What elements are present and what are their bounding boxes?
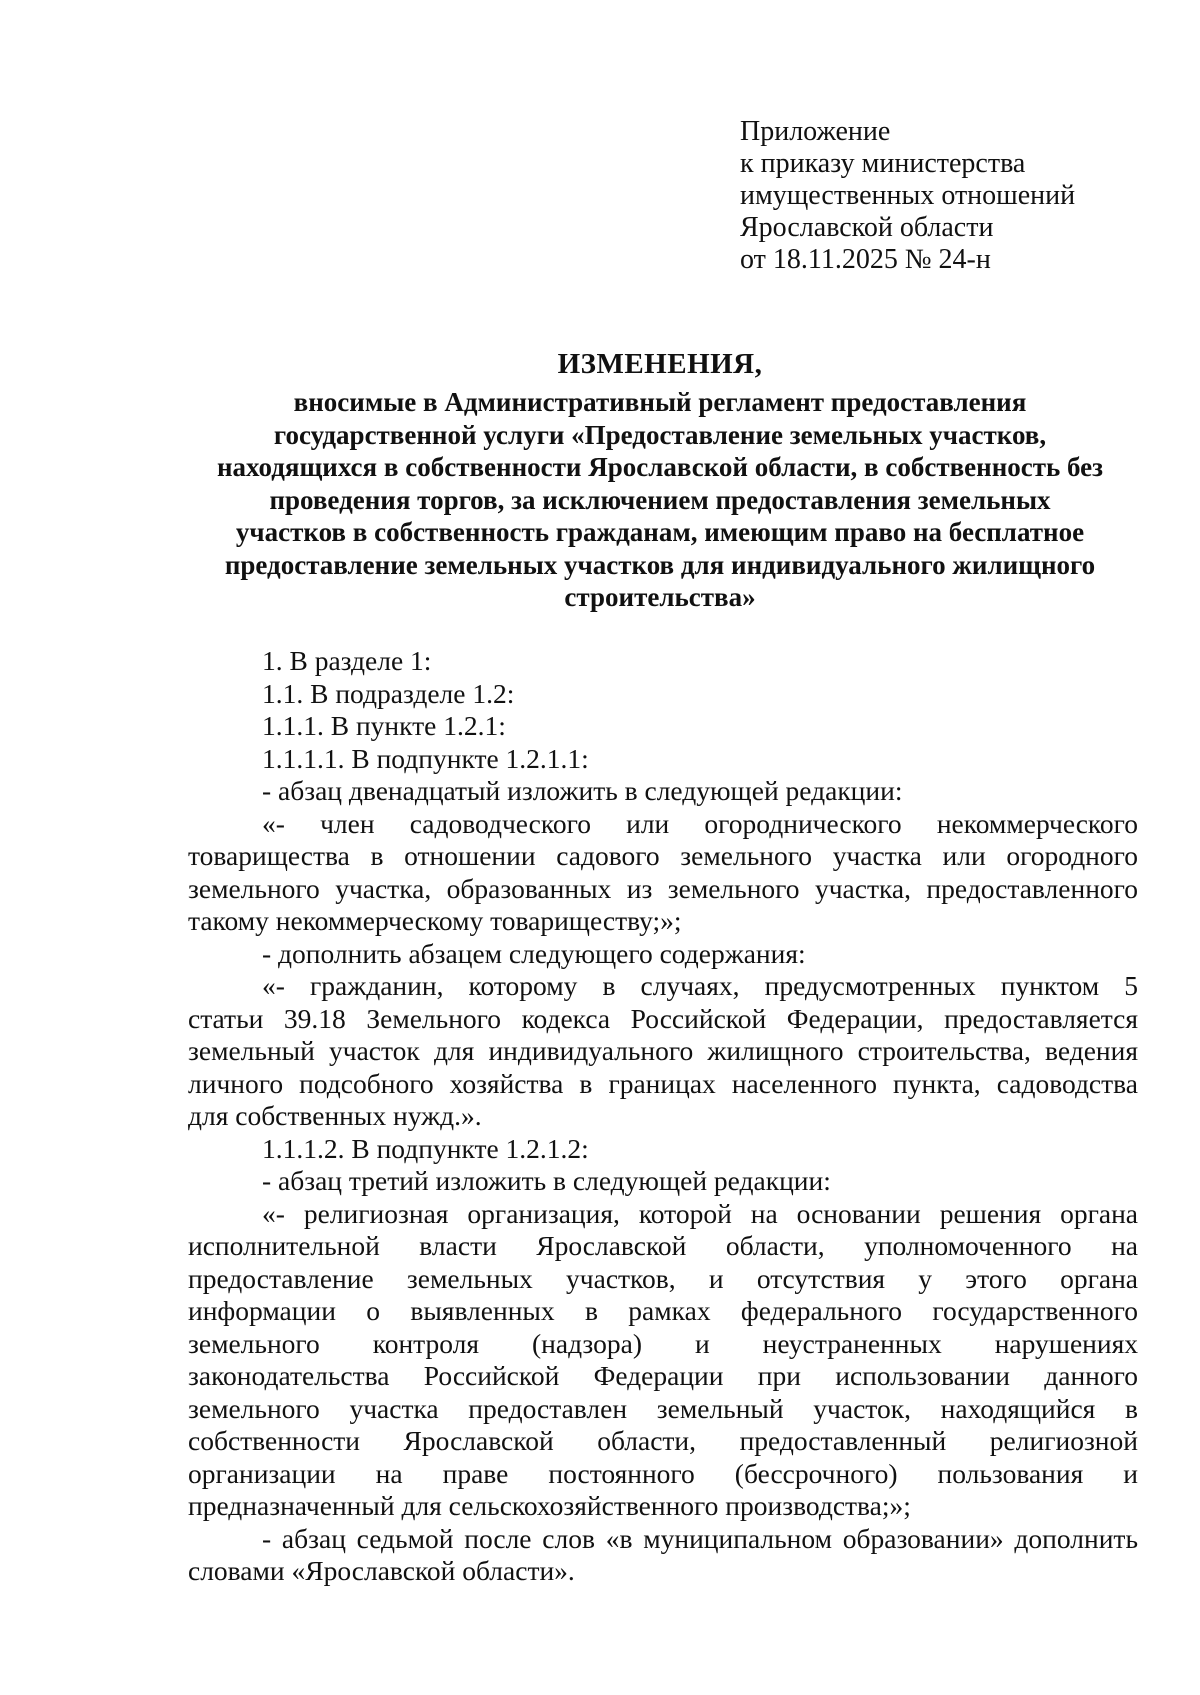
appendix-line: к приказу министерства: [740, 148, 1026, 179]
quote-line: организации на праве постоянного (бессрочного) пользования и: [188, 1457, 1138, 1489]
body-item: 1.1.1.1. В подпункте 1.2.1.1:: [262, 742, 589, 774]
body-item: - абзац третий изложить в следующей редакции:: [262, 1165, 831, 1196]
quote-line: земельный участок для индивидуального жилищного строительства, ведения: [188, 1035, 1138, 1066]
quote-paragraph-3: [188, 1198, 1138, 1523]
quote-paragraph-2: [188, 970, 1138, 1133]
quote-line: товарищества в отношении садового земельного участка или огородного: [188, 840, 1138, 871]
quote-paragraph-1: [188, 808, 1138, 938]
quote-line: земельного контроля (надзора) и неустраненных нарушениях: [188, 1327, 1138, 1359]
subtitle-line: государственной услуги «Предоставление земельных участков,: [273, 419, 1047, 450]
document-subtitle: [180, 386, 1140, 614]
appendix-block: [740, 116, 1160, 276]
body-item: 1.1.1. В пункте 1.2.1:: [262, 710, 506, 741]
quote-line: «- гражданин, которому в случаях, предусмотренных пунктом 5: [262, 970, 1138, 1001]
subtitle-line: находящихся в собственности Ярославской области, в собственность без: [216, 452, 1104, 482]
document-title: ИЗМЕНЕНИЯ,: [557, 348, 763, 380]
paragraph-line: словами «Ярославской области».: [188, 1555, 575, 1586]
quote-line: «- член садоводческого или огороднического некоммерческого: [262, 807, 1138, 839]
quote-line: информации о выявленных в рамках федерального государственного: [188, 1295, 1138, 1326]
seventh-paragraph: [188, 1523, 1138, 1588]
body-item: - дополнить абзацем следующего содержания:: [262, 937, 806, 969]
quote-line: законодательства Российской Федерации при использовании данного: [188, 1360, 1138, 1391]
quote-line: собственности Ярославской области, предоставленный религиозной: [188, 1425, 1138, 1456]
subtitle-line: строительства»: [564, 582, 756, 612]
quote-line: предоставление земельных участков, и отсутствия у этого органа: [188, 1262, 1138, 1294]
body-item: 1. В разделе 1:: [262, 645, 432, 676]
quote-line: для собственных нужд.».: [188, 1100, 482, 1131]
subtitle-line: вносимые в Административный регламент предоставления: [293, 387, 1027, 417]
body-item: 1.1. В подразделе 1.2:: [262, 677, 515, 709]
body-item: - абзац двенадцатый изложить в следующей редакции:: [262, 775, 903, 806]
appendix-line: Приложение: [740, 116, 891, 147]
paragraph-line: - абзац седьмой после слов «в муниципальном образовании» дополнить: [262, 1522, 1138, 1554]
appendix-line: Ярославской области: [740, 212, 994, 243]
document-body: [188, 645, 1138, 1588]
quote-line: личного подсобного хозяйства в границах населенного пункта, садоводства: [188, 1067, 1138, 1099]
subtitle-line: участков в собственность гражданам, имеющим право на бесплатное: [235, 517, 1085, 547]
appendix-line: имущественных отношений: [740, 180, 1076, 211]
quote-line: предназначенный для сельскохозяйственного производства;»;: [188, 1490, 911, 1521]
quote-line: «- религиозная организация, которой на основании решения органа: [262, 1197, 1138, 1229]
quote-line: исполнительной власти Ярославской области, уполномоченного на: [188, 1230, 1138, 1261]
quote-line: земельного участка, образованных из земельного участка, предоставленного: [188, 872, 1138, 904]
body-item: 1.1.1.2. В подпункте 1.2.1.2:: [262, 1132, 589, 1164]
quote-line: земельного участка предоставлен земельный участок, находящийся в: [188, 1392, 1138, 1424]
subtitle-line: проведения торгов, за исключением предоставления земельных: [269, 484, 1051, 515]
quote-line: такому некоммерческому товариществу;»;: [188, 905, 682, 936]
appendix-line: от 18.11.2025 № 24-н: [740, 244, 991, 275]
quote-line: статьи 39.18 Земельного кодекса Российской Федерации, предоставляется: [188, 1002, 1138, 1034]
subtitle-line: предоставление земельных участков для индивидуального жилищного: [224, 549, 1096, 580]
